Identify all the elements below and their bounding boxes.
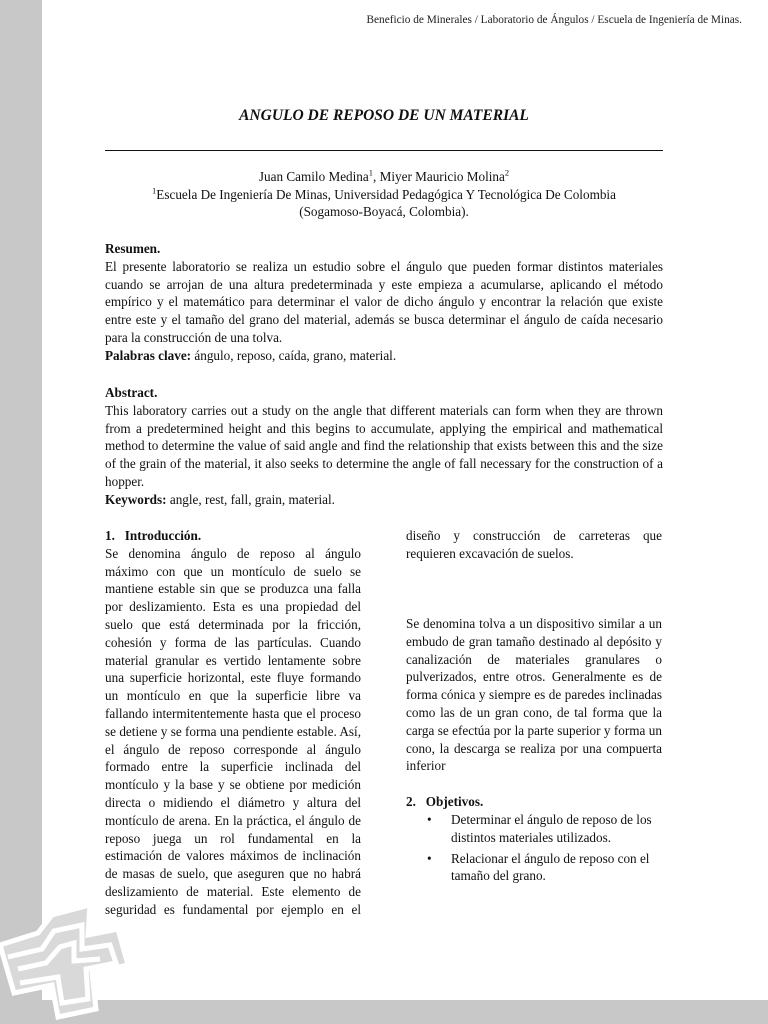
affiliation: Escuela De Ingeniería De Minas, Universidad Pedagógica Y Tecnológica De Colombia [156,186,616,202]
keywords: angle, rest, fall, grain, material. [166,491,335,507]
introduccion-paragraph-1-continued [406,527,662,615]
bullet-icon: • [427,811,432,827]
objetivo-text: Determinar el ángulo de reposo de los distintos materiales utilizados. [451,811,652,845]
abstract-keywords [105,491,663,509]
bullet-icon: • [427,850,432,866]
location-line: (Sogamoso-Boyacá, Colombia). [299,204,469,219]
keywords-label: Keywords: [105,491,167,507]
authors-block [105,168,663,221]
right-column [406,527,662,888]
running-header: Beneficio de Minerales / Laboratorio de Ángulos / Escuela de Ingeniería de Minas. [366,14,742,26]
author-2: Miyer Mauricio Molina [379,169,505,184]
objetivo-text: Relacionar el ángulo de reposo con el tamaño del grano. [451,850,650,884]
author-separator: , [373,169,380,184]
cross-logo-icon [0,905,140,1024]
palabras-clave-label: Palabras clave: [105,347,192,363]
palabras-clave: ángulo, reposo, caída, grano, material. [191,347,397,363]
resumen-heading: Resumen. [105,241,161,256]
affiliation-sup: 1 [152,185,157,196]
author-1-sup: 1 [368,167,374,178]
resumen-text: El presente laboratorio se realiza un estudio sobre el ángulo que pueden formar distintos materiales cuando se arrojan de una altura predeterminada y este empieza a acumularse, aplicando el método empírico y el matemático para determinar el valor de dicho ángulo y encontrar la relación que existe entre este y el tamaño del grano del material, además se busca determinar el ángulo de caída necesario para la construcción de una tolva. [105,258,663,345]
abstract-heading: Abstract. [105,385,158,400]
side-band [0,0,42,1024]
affiliation-line [105,186,663,204]
author-line [105,168,663,186]
introduccion-section [105,527,361,921]
paper-title: ANGULO DE REPOSO DE UN MATERIAL [239,107,529,124]
title-divider [105,150,663,151]
abstract-section [105,384,663,509]
abstract-text: This laboratory carries out a study on the angle that different materials can form when they are thrown from a predetermined height and this begins to accumulate, applying the empirical and mathematical method to determine the value of said angle and find the relationship that exists between this and the size of the grain of the material, it also seeks to determine the angle of fall necessary for the construction of a hopper. [105,402,663,489]
author-2-sup: 2 [504,167,510,178]
resumen-section [105,240,663,365]
introduccion-heading: 1. Introducción. [105,528,202,543]
list-item [427,850,662,886]
objetivos-heading: 2. Objetivos. [406,794,484,810]
introduccion-paragraph-1-overflow: diseño y construcción de carreteras que requieren excavación de suelos. [406,527,662,561]
resumen-keywords [105,347,663,365]
list-item [427,811,662,847]
introduccion-paragraph-1: Se denomina ángulo de reposo al ángulo máximo con que un montículo de suelo se mantiene estable sin que se produzca una falla por deslizamiento. Esta es una propiedad del suelo que está determinada por la fricción, cohesión y forma de las partículas. Cuando material granular es vertido lentamente sobre una superficie horizontal, este fluye formando un montículo en que la superficie libre va fallando intermitentemente hasta que el proceso se detiene y se forma una pendiente estable. Así, el ángulo de reposo corresponde al ángulo formado entre la superficie inclinada del montículo y la base y se obtiene por medición directa o midiendo el diámetro y altura del montículo de arena. En la práctica, el ángulo de reposo juega un rol fundamental en la estimación de valores máximos de inclinación de masas de suelo, que aseguren que no habrá deslizamiento de material. Este elemento de seguridad es fundamental por ejemplo en el [105,545,361,917]
introduccion-paragraph-2: Se denomina tolva a un dispositivo similar a un embudo de gran tamaño destinado al depósito y canalización de materiales granulares o pulverizados, entre otros. Generalmente es de forma cónica y siempre es de paredes inclinadas como las de un gran cono, de tal forma que la carga se efectúa por la parte superior y forma un cono, la descarga se realiza por una compuerta inferior [406,616,662,774]
author-1: Juan Camilo Medina [258,169,369,184]
objetivos-list [406,811,662,885]
